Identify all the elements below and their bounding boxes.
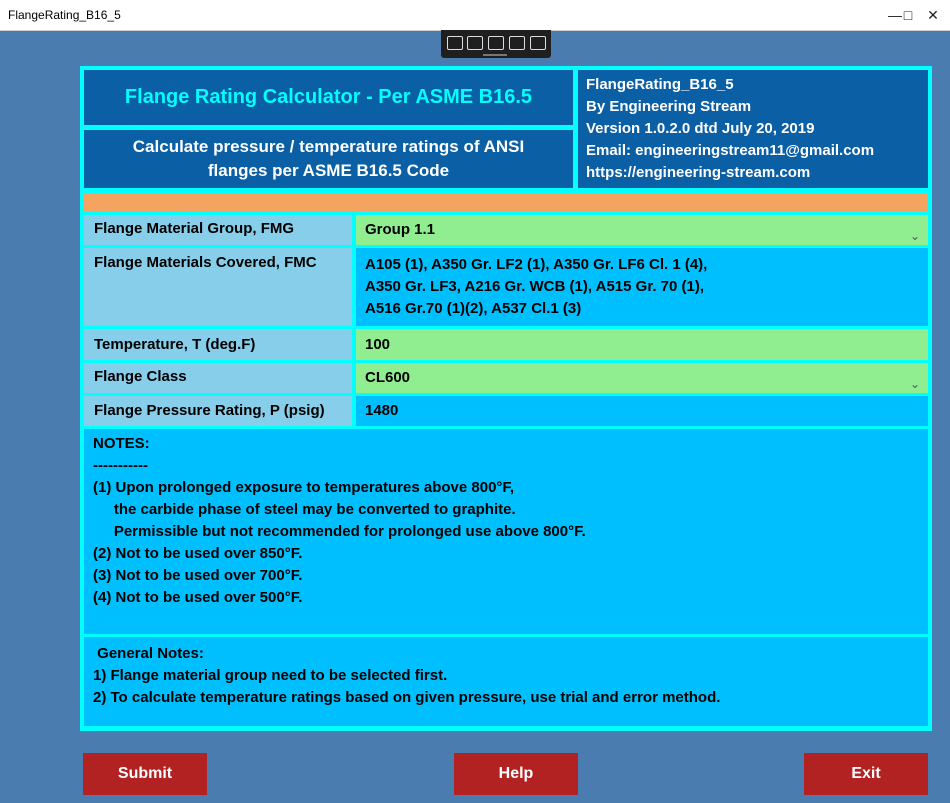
- close-icon[interactable]: ✕: [927, 7, 939, 23]
- fmc-line: A105 (1), A350 Gr. LF2 (1), A350 Gr. LF6 Cl. 1 (4),: [365, 256, 708, 273]
- fmc-line: A350 Gr. LF3, A216 Gr. WCB (1), A515 Gr. 70 (1),: [365, 278, 705, 295]
- main-panel: [80, 66, 932, 731]
- flange-class-value: CL600: [365, 369, 411, 386]
- separator-bar: [84, 194, 928, 212]
- general-note-line: General Notes:: [93, 645, 204, 662]
- window-title: FlangeRating_B16_5: [8, 8, 121, 22]
- note-line: (2) Not to be used over 850°F.: [93, 545, 303, 562]
- version: Version 1.0.2.0 dtd July 20, 2019: [586, 120, 815, 137]
- app-title: Flange Rating Calculator - Per ASME B16.5: [84, 70, 573, 125]
- pressure-label: Flange Pressure Rating, P (psig): [84, 396, 352, 426]
- exit-button[interactable]: Exit: [804, 753, 928, 795]
- live-tree-icon[interactable]: [447, 36, 463, 50]
- title-bar: [0, 0, 950, 31]
- fmg-select[interactable]: [356, 215, 928, 245]
- subtitle-line: flanges per ASME B16.5 Code: [207, 161, 450, 180]
- fmc-line: A516 Gr.70 (1)(2), A537 Cl.1 (3): [365, 300, 582, 317]
- email: Email: engineeringstream11@gmail.com: [586, 142, 875, 159]
- chevron-down-icon: ⌄: [909, 377, 920, 391]
- pressure-value: 1480: [356, 396, 928, 426]
- hot-reload-icon[interactable]: [530, 36, 546, 50]
- submit-button[interactable]: Submit: [83, 753, 207, 795]
- display-adorners-icon[interactable]: [488, 36, 504, 50]
- select-element-icon[interactable]: [467, 36, 483, 50]
- chevron-down-icon: ⌄: [909, 229, 920, 243]
- minimize-icon[interactable]: —: [888, 7, 902, 23]
- note-line: -----------: [93, 457, 148, 474]
- help-button[interactable]: Help: [454, 753, 578, 795]
- subtitle-line: Calculate pressure / temperature ratings of ANSI: [132, 137, 525, 156]
- notes-panel: [84, 429, 928, 634]
- general-note-line: 1) Flange material group need to be selected first.: [93, 667, 448, 684]
- fmg-label: Flange Material Group, FMG: [84, 215, 352, 245]
- track-focus-icon[interactable]: [509, 36, 525, 50]
- general-notes-panel: [84, 637, 928, 726]
- fmc-value: [356, 248, 928, 326]
- app-info: [578, 70, 928, 188]
- note-line: (3) Not to be used over 700°F.: [93, 567, 303, 584]
- note-line: the carbide phase of steel may be converted to graphite.: [93, 501, 516, 518]
- note-line: Permissible but not recommended for prolonged use above 800°F.: [93, 523, 586, 540]
- flange-class-select[interactable]: [356, 363, 928, 393]
- app-subtitle: [84, 130, 573, 188]
- app-name: FlangeRating_B16_5: [586, 76, 734, 93]
- fmg-value: Group 1.1: [365, 221, 436, 238]
- flange-class-label: Flange Class: [84, 363, 352, 393]
- toolbar-grip[interactable]: [483, 54, 507, 56]
- note-line: (1) Upon prolonged exposure to temperatures above 800°F,: [93, 479, 515, 496]
- website: https://engineering-stream.com: [586, 164, 811, 181]
- maximize-icon[interactable]: □: [903, 7, 913, 23]
- fmc-label: Flange Materials Covered, FMC: [84, 248, 352, 326]
- debug-toolbar[interactable]: [441, 30, 551, 58]
- author: By Engineering Stream: [586, 98, 752, 115]
- temperature-input[interactable]: 100: [356, 329, 928, 360]
- note-line: (4) Not to be used over 500°F.: [93, 589, 303, 606]
- general-note-line: 2) To calculate temperature ratings based on given pressure, use trial and error method.: [93, 689, 721, 706]
- note-line: NOTES:: [93, 435, 150, 452]
- temperature-label: Temperature, T (deg.F): [84, 329, 352, 360]
